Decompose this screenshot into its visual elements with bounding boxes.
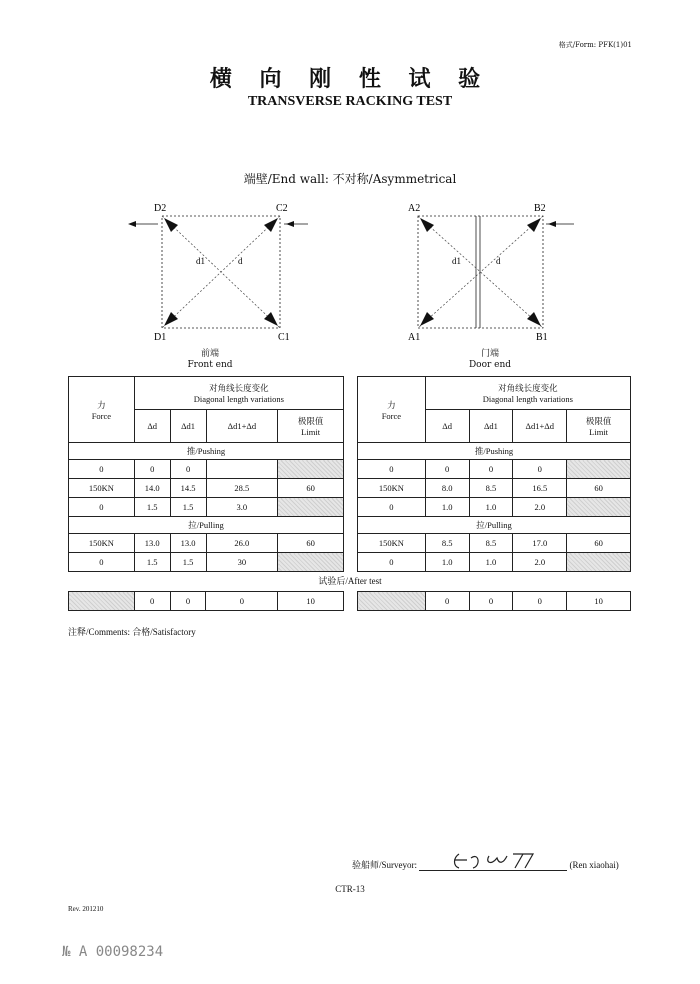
col-limit: 极限值 Limit	[567, 410, 631, 443]
corner-label: D1	[154, 332, 167, 343]
table-row: 0 0 0 0	[358, 460, 631, 479]
table-row: 0 0 0	[69, 460, 344, 479]
corner-label: A1	[408, 332, 421, 343]
col-ad1: Δd1	[469, 410, 513, 443]
table-row: 150KN 13.0 13.0 26.0 60	[69, 534, 344, 553]
comments: 注释/Comments: 合格/Satisfactory	[68, 627, 196, 637]
document-code: CTR-13	[335, 884, 365, 894]
signature-line	[419, 860, 567, 871]
pushing-section: 推/Pushing	[69, 443, 344, 460]
table-row: 0 1.0 1.0 2.0	[358, 498, 631, 517]
col-ad: Δd	[425, 410, 469, 443]
end-wall-label: 端壁/End wall: 不对称/Asymmetrical	[243, 172, 457, 186]
corner-label: B2	[534, 203, 546, 214]
table-row: 0 1.5 1.5 30	[69, 553, 344, 572]
col-sum: Δd1+Δd	[206, 410, 278, 443]
table-row: 0 0 0 10	[69, 592, 344, 611]
revision: Rev. 201210	[68, 905, 104, 913]
table-row: 150KN 14.0 14.5 28.5 60	[69, 479, 344, 498]
door-end-drawing	[398, 198, 578, 348]
diagonal-header: 对角线长度变化 Diagonal length variations	[134, 377, 343, 410]
after-test-label: 试验后/After test	[318, 576, 382, 586]
front-end-table	[68, 376, 344, 572]
col-sum: Δd1+Δd	[513, 410, 567, 443]
table-row: 0 0 0 10	[358, 592, 631, 611]
title-chinese: 横 向 刚 性 试 验	[209, 66, 491, 92]
front-end-caption: 前端 Front end	[187, 349, 233, 370]
diagonal-label: d1	[452, 256, 461, 266]
corner-label: A2	[408, 203, 421, 214]
surveyor-name: (Ren xiaohai)	[569, 860, 619, 870]
diagonal-header: 对角线长度变化 Diagonal length variations	[425, 377, 630, 410]
door-end-caption: 门端 Door end	[468, 349, 512, 370]
table-row: 150KN 8.0 8.5 16.5 60	[358, 479, 631, 498]
pulling-section: 拉/Pulling	[358, 517, 631, 534]
table-row: 150KN 8.5 8.5 17.0 60	[358, 534, 631, 553]
front-end-diagram	[120, 198, 310, 352]
diagonal-label: d1	[196, 256, 205, 266]
corner-label: B1	[536, 332, 548, 343]
surveyor-line	[352, 858, 619, 871]
serial-number: № A 00098234	[62, 944, 164, 960]
corner-label: C2	[276, 203, 288, 214]
door-end-table	[357, 376, 631, 572]
front-after-test-row	[68, 591, 344, 611]
col-ad1: Δd1	[170, 410, 206, 443]
door-after-test-row	[357, 591, 631, 611]
diagonal-label: d	[496, 256, 501, 266]
pushing-section: 推/Pushing	[358, 443, 631, 460]
force-header: 力 Force	[358, 377, 426, 443]
door-end-diagram	[398, 198, 578, 352]
force-header: 力 Force	[69, 377, 135, 443]
pulling-section: 拉/Pulling	[69, 517, 344, 534]
surveyor-label: 验船师/Surveyor:	[352, 860, 417, 870]
corner-label: D2	[154, 203, 167, 214]
corner-label: C1	[278, 332, 290, 343]
table-row: 0 1.0 1.0 2.0	[358, 553, 631, 572]
title-english: TRANSVERSE RACKING TEST	[247, 94, 453, 109]
table-row: 0 1.5 1.5 3.0	[69, 498, 344, 517]
diagonal-label: d	[238, 256, 243, 266]
col-ad: Δd	[134, 410, 170, 443]
front-end-drawing	[120, 198, 310, 348]
form-number: 格式/Form: PFK(1)01	[558, 41, 632, 49]
col-limit: 极限值 Limit	[278, 410, 344, 443]
signature	[419, 848, 567, 872]
